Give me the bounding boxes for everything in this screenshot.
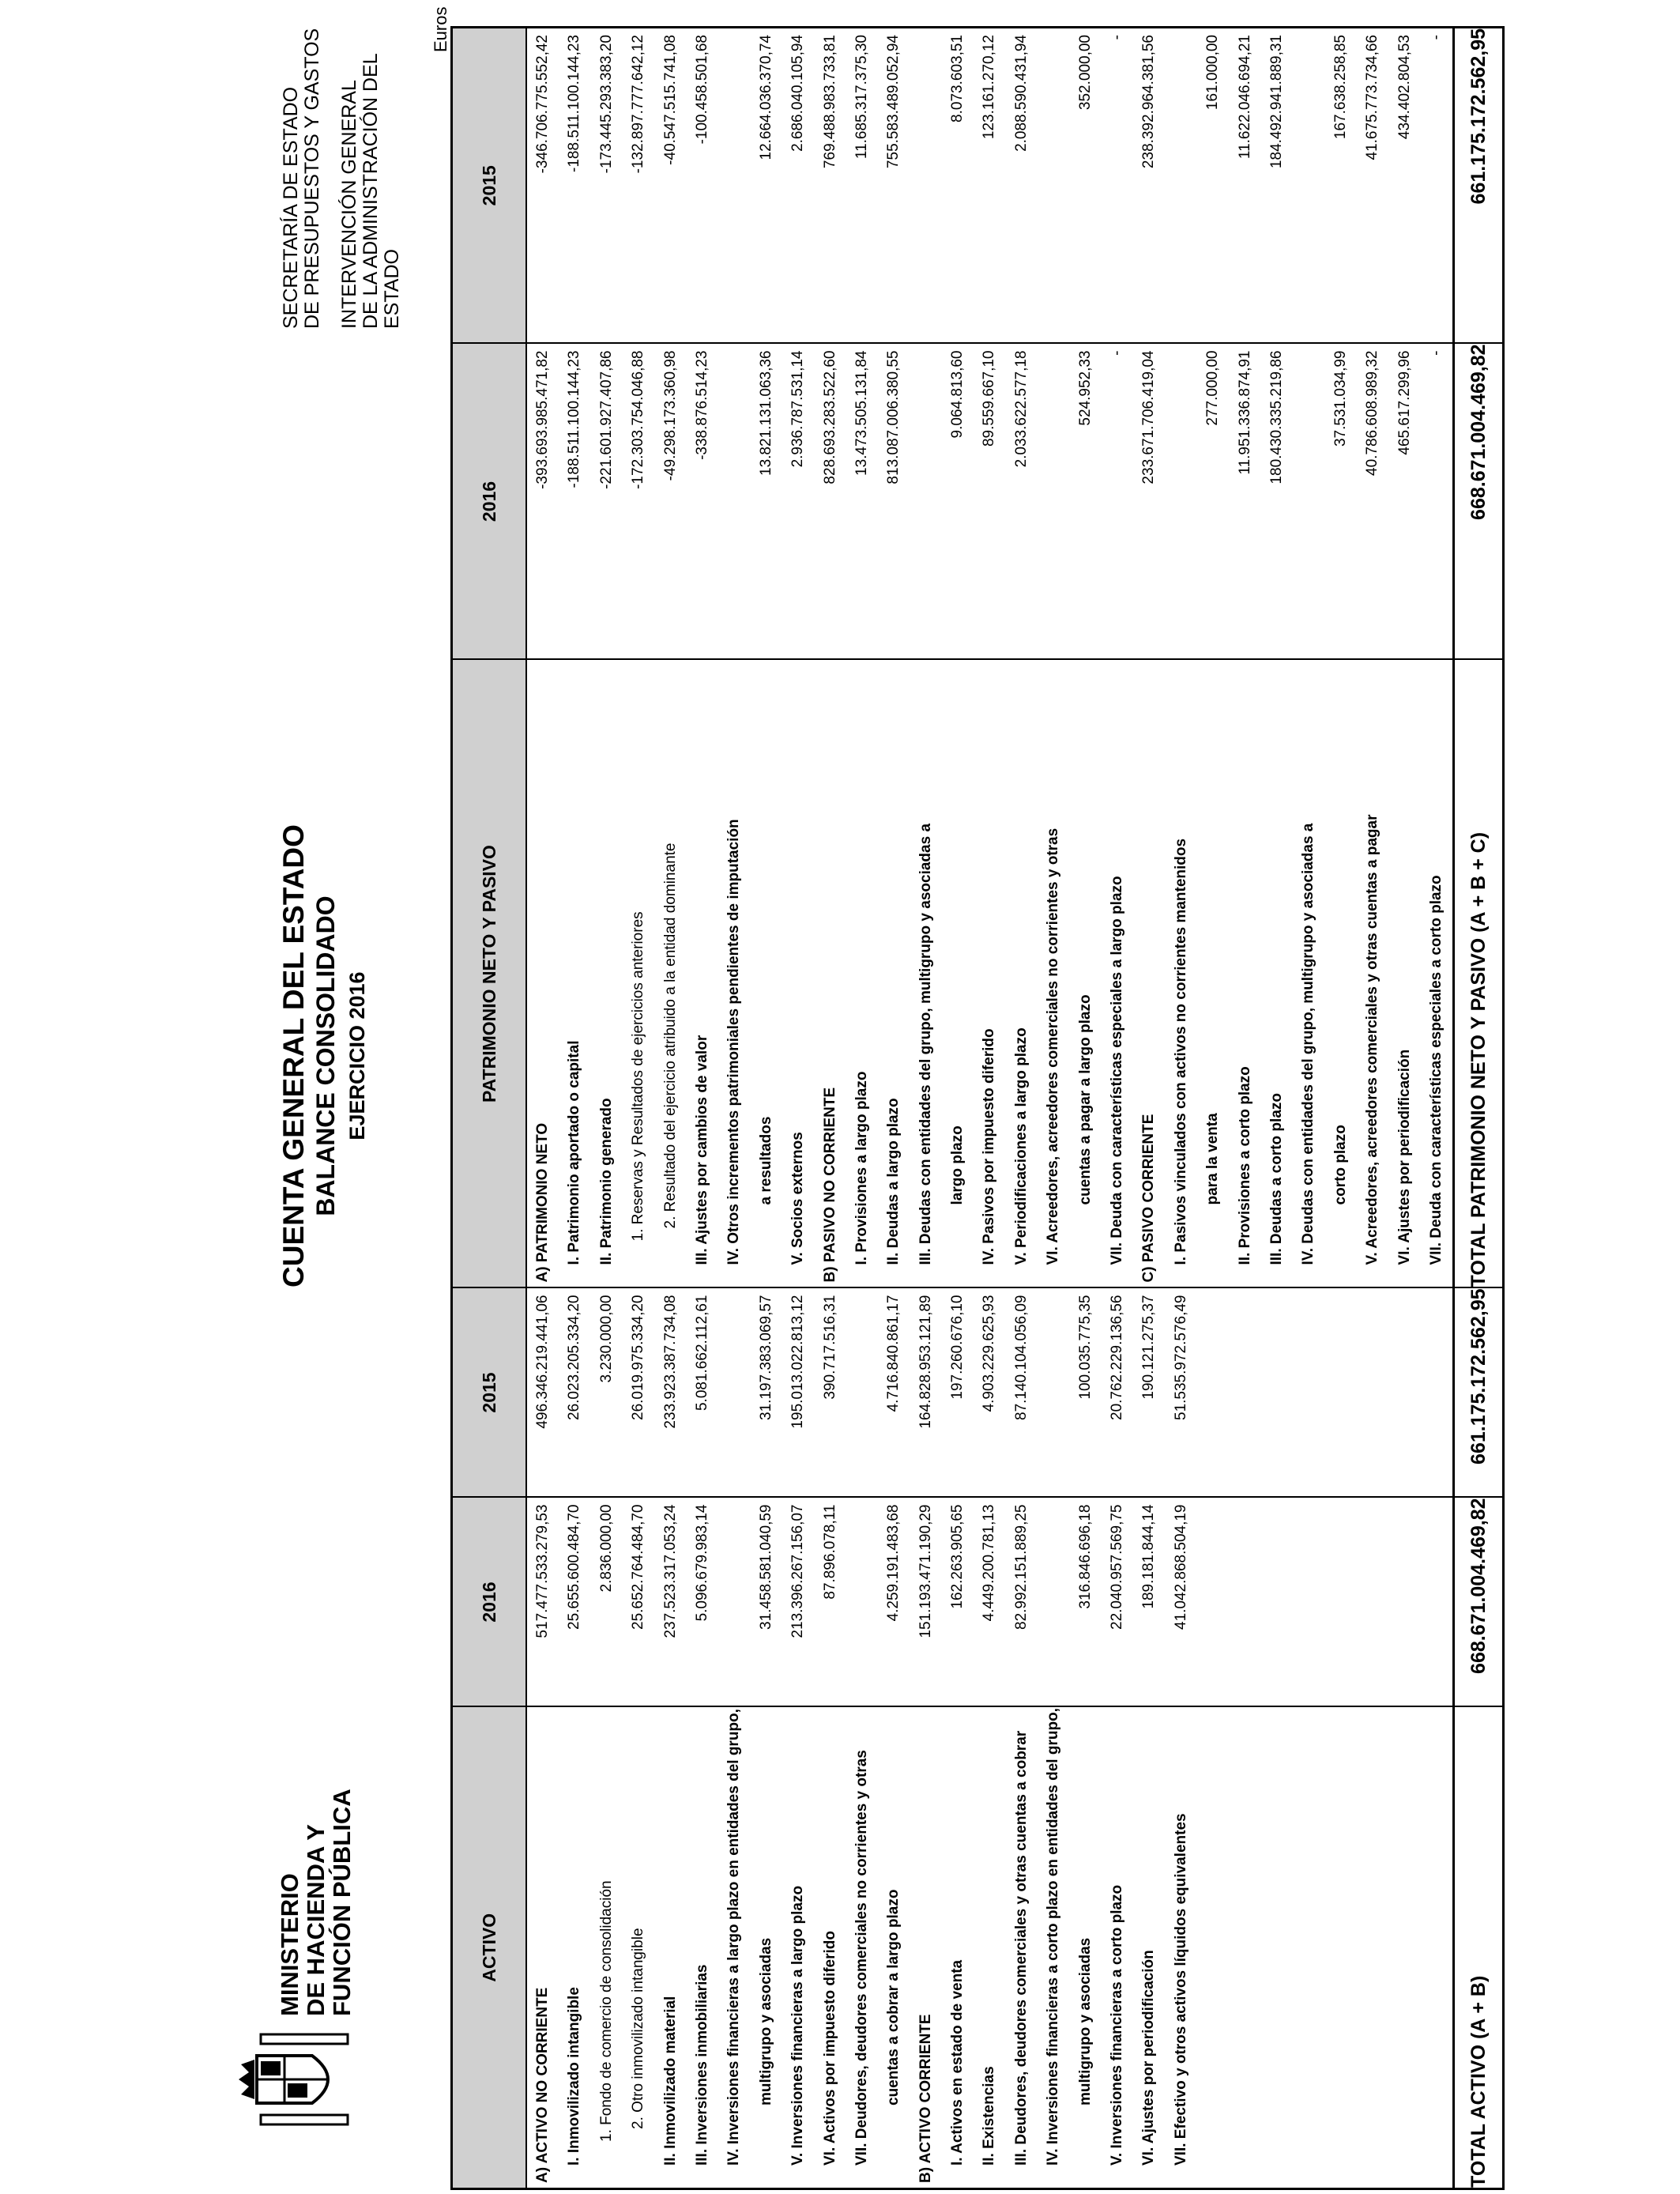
pasivo-line-value-2016: 2.936.787.531,14 <box>789 350 807 468</box>
pasivo-line-value-2016: -172.303.754.046,88 <box>630 350 647 489</box>
activo-line-label: IV. Inversiones financieras a largo plazo en entidades del grupo, <box>725 1709 743 2166</box>
pasivo-line-value-2015 <box>910 28 942 343</box>
activo-line-value-2015: 100.035.775,35 <box>1076 1295 1094 1400</box>
pasivo-line-value-2015: 434.402.804,53 <box>1396 35 1413 140</box>
activo-line-value-2015: 496.346.219.441,06 <box>534 1295 551 1429</box>
activo-line-label: A) ACTIVO NO CORRIENTE <box>534 1987 551 2183</box>
pasivo-line-value-2016: 11.951.336.874,91 <box>1236 350 1253 475</box>
pasivo-line-label: B) PASIVO NO CORRIENTE <box>821 1087 838 1283</box>
pasivo-line-value-2016: 2.033.622.577,18 <box>1012 350 1030 468</box>
activo-2015-column <box>526 1288 1454 1498</box>
pasivo-line-value-2015: 41.675.773.734,66 <box>1364 35 1381 160</box>
activo-line-value-2015 <box>846 1289 878 1497</box>
pasivo-line-label: VII. Deuda con características especiales a largo plazo <box>1109 876 1126 1265</box>
total-pasivo-label: TOTAL PATRIMONIO NETO Y PASIVO (A + B + C) <box>1454 660 1504 1288</box>
column-header-activo: ACTIVO <box>452 1707 527 2189</box>
column-header-2015: 2015 <box>452 28 527 344</box>
pasivo-line-label: cuentas a pagar a largo plazo <box>1076 994 1094 1205</box>
pasivo-line-label: II. Patrimonio generado <box>597 1098 615 1265</box>
activo-line-value-2016 <box>1038 1498 1069 1706</box>
column-header-2015: 2015 <box>452 1288 527 1498</box>
pasivo-line-value-2016: 89.559.667,10 <box>981 350 998 447</box>
column-header-2016: 2016 <box>452 1498 527 1707</box>
pasivo-line-label: IV. Otros incrementos patrimoniales pendientes de imputación <box>725 819 743 1265</box>
activo-line-value-2015: 4.716.840.861,17 <box>885 1295 902 1412</box>
pasivo-line-label: IV. Deudas con entidades del grupo, multigrupo y asociadas a <box>1300 823 1317 1265</box>
pasivo-line-value-2016 <box>910 345 942 659</box>
pasivo-line-value-2016: -221.601.927.407,86 <box>597 350 615 489</box>
total-pasivo-2016: 668.671.004.469,82 <box>1454 344 1504 660</box>
pasivo-line-label: VI. Acreedores, acreedores comerciales no corrientes y otras <box>1045 827 1062 1265</box>
pasivo-line-value-2015: -346.706.775.552,42 <box>534 35 551 174</box>
pasivo-line-label: III. Deudas con entidades del grupo, multigrupo y asociadas a <box>917 823 934 1265</box>
activo-line-value-2016: 41.042.868.504,19 <box>1172 1504 1189 1630</box>
activo-line-value-2015: 31.197.383.069,57 <box>757 1295 774 1420</box>
activo-line-value-2015: 4.903.229.625,93 <box>981 1295 998 1412</box>
issuing-department <box>281 0 403 329</box>
coat-of-arms-icon <box>237 2020 363 2139</box>
pasivo-line-value-2015: - <box>1109 35 1126 40</box>
activo-2016-column <box>526 1498 1454 1707</box>
report-year: EJERCICIO 2016 <box>345 971 369 1140</box>
activo-line-value-2016: 22.040.957.569,75 <box>1109 1504 1126 1630</box>
units-label: Euros <box>431 6 450 52</box>
activo-line-label: cuentas a cobrar a largo plazo <box>885 1889 902 2105</box>
activo-line-label: VII. Deudores, deudores comerciales no corrientes y otras <box>853 1750 870 2166</box>
pasivo-line-value-2015: 352.000,00 <box>1076 35 1094 111</box>
activo-line-label: IV. Inversiones financieras a corto plazo en entidades del grupo, <box>1045 1708 1062 2166</box>
activo-line-value-2015: 390.717.516,31 <box>821 1295 838 1400</box>
pasivo-line-label: corto plazo <box>1332 1125 1349 1205</box>
pasivo-labels-column <box>526 660 1454 1288</box>
pasivo-line-label: I. Pasivos vinculados con activos no corrientes mantenidos <box>1172 838 1189 1265</box>
activo-line-value-2015: 3.230.000,00 <box>597 1295 615 1383</box>
pasivo-2016-column <box>526 344 1454 660</box>
pasivo-line-value-2015: 161.000,00 <box>1204 35 1222 111</box>
pasivo-line-label: A) PATRIMONIO NETO <box>534 1122 551 1283</box>
pasivo-line-label: 2. Resultado del ejercicio atribuido a la entidad dominante <box>661 843 679 1229</box>
pasivo-line-value-2015: 755.583.489.052,94 <box>885 35 902 169</box>
pasivo-line-label: para la venta <box>1204 1113 1222 1205</box>
totals-row <box>1454 28 1504 2189</box>
activo-line-value-2016 <box>846 1498 878 1706</box>
activo-line-value-2016: 189.181.844,14 <box>1140 1504 1158 1609</box>
activo-line-value-2015: 26.019.975.334,20 <box>630 1295 647 1420</box>
pasivo-line-value-2015: 8.073.603,51 <box>949 35 966 123</box>
total-activo-2015: 661.175.172.562,95 <box>1454 1288 1504 1498</box>
activo-line-label: B) ACTIVO CORRIENTE <box>917 2014 934 2183</box>
activo-line-label: 1. Fondo de comercio de consolidación <box>597 1880 615 2142</box>
ministry-line: DE HACIENDA Y <box>302 1824 330 2016</box>
pasivo-line-value-2015: - <box>1427 35 1445 40</box>
activo-line-label: VI. Ajustes por periodificación <box>1140 1950 1158 2166</box>
activo-line-label: III. Deudores, deudores comerciales y otras cuentas a cobrar <box>1012 1730 1030 2166</box>
activo-line-value-2015 <box>718 1289 750 1497</box>
pasivo-line-value-2016: - <box>1427 350 1445 356</box>
ministry-line: FUNCIÓN PÚBLICA <box>328 1789 356 2016</box>
pasivo-line-value-2015: 167.638.258,85 <box>1332 35 1349 140</box>
activo-line-value-2015: 233.923.387.734,08 <box>661 1295 679 1429</box>
pasivo-line-label: I. Provisiones a largo plazo <box>853 1071 870 1265</box>
pasivo-line-value-2015: -100.458.501,68 <box>693 35 710 145</box>
activo-line-value-2015: 20.762.229.136,56 <box>1109 1295 1126 1420</box>
pasivo-line-label: I. Patrimonio aportado o capital <box>566 1040 583 1265</box>
pasivo-line-value-2016: 13.473.505.131,84 <box>853 350 870 476</box>
pasivo-line-label: V. Periodificaciones a largo plazo <box>1012 1027 1030 1265</box>
activo-line-label: I. Activos en estado de venta <box>949 1959 966 2166</box>
ministry-name <box>277 1789 355 2016</box>
pasivo-line-value-2016: 13.821.131.063,36 <box>757 350 774 476</box>
activo-line-value-2015: 5.081.662.112,61 <box>693 1295 710 1412</box>
pasivo-line-value-2016: 813.087.006.380,55 <box>885 350 902 484</box>
pasivo-line-label: II. Deudas a largo plazo <box>885 1098 902 1265</box>
pasivo-line-value-2015: 238.392.964.381,56 <box>1140 35 1158 169</box>
report-subtitle: BALANCE CONSOLIDADO <box>311 895 340 1216</box>
pasivo-line-value-2015: -132.897.777.642,12 <box>630 35 647 174</box>
balance-sheet-table <box>450 26 1505 2190</box>
pasivo-line-label: V. Socios externos <box>789 1132 807 1265</box>
pasivo-line-value-2016 <box>1038 345 1069 659</box>
table-body-row <box>526 28 1454 2189</box>
pasivo-line-value-2015: 12.664.036.370,74 <box>757 35 774 160</box>
activo-line-label: multigrupo y asociadas <box>757 1937 774 2105</box>
pasivo-line-value-2016: -188.511.100.144,23 <box>566 350 583 488</box>
activo-line-value-2015: 195.013.022.813,12 <box>789 1295 807 1429</box>
activo-line-value-2016: 82.992.151.889,25 <box>1012 1504 1030 1630</box>
column-header-2016: 2016 <box>452 344 527 660</box>
report-heading <box>278 803 373 1309</box>
pasivo-line-value-2016: 524.952,33 <box>1076 350 1094 426</box>
pasivo-line-value-2016: -49.298.173.360,98 <box>661 350 679 481</box>
activo-line-value-2015: 26.023.205.334,20 <box>566 1295 583 1420</box>
activo-line-label: V. Inversiones financieras a corto plazo <box>1109 1884 1126 2166</box>
pasivo-line-value-2016: 9.064.813,60 <box>949 350 966 439</box>
department-line: DE PRESUPUESTOS Y GASTOS <box>301 28 323 329</box>
total-activo-2016: 668.671.004.469,82 <box>1454 1498 1504 1707</box>
activo-line-value-2015: 51.535.972.576,49 <box>1172 1295 1189 1420</box>
pasivo-line-value-2015: 2.088.590.431,94 <box>1012 35 1030 152</box>
activo-line-label: III. Inversiones inmobiliarias <box>693 1964 710 2166</box>
pasivo-line-value-2015: 123.161.270,12 <box>981 35 998 140</box>
activo-line-label: VII. Efectivo y otros activos líquidos equivalentes <box>1172 1813 1189 2166</box>
pasivo-line-value-2015: 11.622.046.694,21 <box>1236 35 1253 160</box>
pasivo-line-label: III. Ajustes por cambios de valor <box>693 1035 710 1265</box>
pasivo-line-value-2016: -393.693.985.471,82 <box>534 350 551 489</box>
activo-line-value-2016: 517.477.533.279,53 <box>534 1504 551 1638</box>
activo-line-value-2016: 4.449.200.781,13 <box>981 1504 998 1622</box>
pasivo-line-value-2015: -173.445.293.383,20 <box>597 35 615 174</box>
activo-line-value-2016: 151.193.471.190,29 <box>917 1504 934 1638</box>
pasivo-line-value-2016: 40.786.608.989,32 <box>1364 350 1381 476</box>
activo-line-value-2016: 237.523.317.053,24 <box>661 1504 679 1638</box>
activo-line-label: II. Inmovilizado material <box>661 1996 679 2166</box>
department-line: SECRETARÍA DE ESTADO <box>280 86 302 329</box>
pasivo-line-value-2015 <box>1038 28 1069 343</box>
pasivo-line-value-2015 <box>1293 28 1324 343</box>
pasivo-line-value-2016: -338.876.514,23 <box>693 350 710 460</box>
pasivo-line-label: C) PASIVO CORRIENTE <box>1140 1114 1158 1283</box>
pasivo-line-value-2015 <box>718 28 750 343</box>
activo-line-value-2015 <box>1038 1289 1069 1497</box>
pasivo-line-value-2015: 184.492.941.889,31 <box>1268 35 1285 169</box>
pasivo-line-value-2016: 277.000,00 <box>1204 350 1222 426</box>
pasivo-line-value-2015: 769.488.983.733,81 <box>821 35 838 169</box>
activo-line-value-2015: 197.260.676,10 <box>949 1295 966 1400</box>
pasivo-line-value-2016: - <box>1109 350 1126 356</box>
pasivo-line-label: largo plazo <box>949 1125 966 1205</box>
activo-line-value-2016: 162.263.905,65 <box>949 1504 966 1609</box>
activo-line-value-2015: 87.140.104.056,09 <box>1012 1295 1030 1420</box>
pasivo-line-value-2015: 11.685.317.375,30 <box>853 35 870 160</box>
activo-line-label: I. Inmovilizado intangible <box>566 1987 583 2166</box>
pasivo-line-label: VI. Ajustes por periodificación <box>1396 1049 1413 1265</box>
activo-labels-column <box>526 1707 1454 2189</box>
activo-line-value-2015: 190.121.275,37 <box>1140 1295 1158 1400</box>
activo-line-label: II. Existencias <box>981 2066 998 2166</box>
pasivo-line-value-2016: 180.430.335.219,86 <box>1268 350 1285 484</box>
department-line: DE LA ADMINISTRACIÓN DEL ESTADO <box>360 54 403 329</box>
activo-line-value-2016: 316.846.696,18 <box>1076 1504 1094 1609</box>
pasivo-line-value-2016: 233.671.706.419,04 <box>1140 350 1158 484</box>
pasivo-line-value-2016 <box>718 345 750 659</box>
pasivo-line-label: IV. Pasivos por impuesto diferido <box>981 1028 998 1265</box>
pasivo-line-value-2016: 828.693.283.522,60 <box>821 350 838 484</box>
activo-line-value-2015: 164.828.953.121,89 <box>917 1295 934 1429</box>
pasivo-line-label: VII. Deuda con características especiales a corto plazo <box>1427 875 1445 1265</box>
activo-line-label: VI. Activos por impuesto diferido <box>821 1931 838 2166</box>
pasivo-line-value-2016: 465.617.299,96 <box>1396 350 1413 455</box>
activo-line-value-2016: 213.396.267.156,07 <box>789 1504 807 1638</box>
activo-line-label: V. Inversiones financieras a largo plazo <box>789 1885 807 2166</box>
pasivo-line-value-2015: -188.511.100.144,23 <box>566 35 583 172</box>
activo-line-label: multigrupo y asociadas <box>1076 1937 1094 2105</box>
pasivo-line-label: II. Provisiones a corto plazo <box>1236 1066 1253 1265</box>
activo-line-value-2016: 31.458.581.040,59 <box>757 1504 774 1630</box>
report-title: CUENTA GENERAL DEL ESTADO <box>277 824 310 1287</box>
activo-line-label: 2. Otro inmovilizado intangible <box>630 1928 647 2129</box>
pasivo-line-value-2016: 37.531.034,99 <box>1332 350 1349 447</box>
activo-line-value-2016 <box>718 1498 750 1706</box>
activo-line-value-2016: 2.836.000,00 <box>597 1504 615 1593</box>
pasivo-2015-column <box>526 28 1454 344</box>
activo-line-value-2016: 87.896.078,11 <box>821 1504 838 1600</box>
pasivo-line-label: III. Deudas a corto plazo <box>1268 1093 1285 1265</box>
pasivo-line-label: a resultados <box>757 1116 774 1205</box>
pasivo-line-value-2016 <box>1293 345 1324 659</box>
department-line: INTERVENCIÓN GENERAL <box>338 80 360 329</box>
activo-line-value-2016: 5.096.679.983,14 <box>693 1504 710 1622</box>
pasivo-line-label: V. Acreedores, acreedores comerciales y otras cuentas a pagar <box>1364 814 1381 1265</box>
pasivo-line-value-2015: 2.686.040.105,94 <box>789 35 807 152</box>
pasivo-line-value-2015: -40.547.515.741,08 <box>661 35 679 165</box>
ministry-line: MINISTERIO <box>276 1873 303 2016</box>
activo-line-value-2016: 25.652.764.484,70 <box>630 1504 647 1630</box>
pasivo-line-label: 1. Reservas y Resultados de ejercicios anteriores <box>630 911 647 1242</box>
pasivo-line-value-2015 <box>1166 28 1197 343</box>
total-pasivo-2015: 661.175.172.562,95 <box>1454 28 1504 344</box>
total-activo-label: TOTAL ACTIVO (A + B) <box>1454 1707 1504 2189</box>
pasivo-line-value-2016 <box>1166 345 1197 659</box>
activo-line-value-2016: 25.655.600.484,70 <box>566 1504 583 1630</box>
column-header-pasivo: PATRIMONIO NETO Y PASIVO <box>452 660 527 1288</box>
activo-line-value-2016: 4.259.191.483,68 <box>885 1504 902 1622</box>
table-header-row <box>452 28 527 2189</box>
